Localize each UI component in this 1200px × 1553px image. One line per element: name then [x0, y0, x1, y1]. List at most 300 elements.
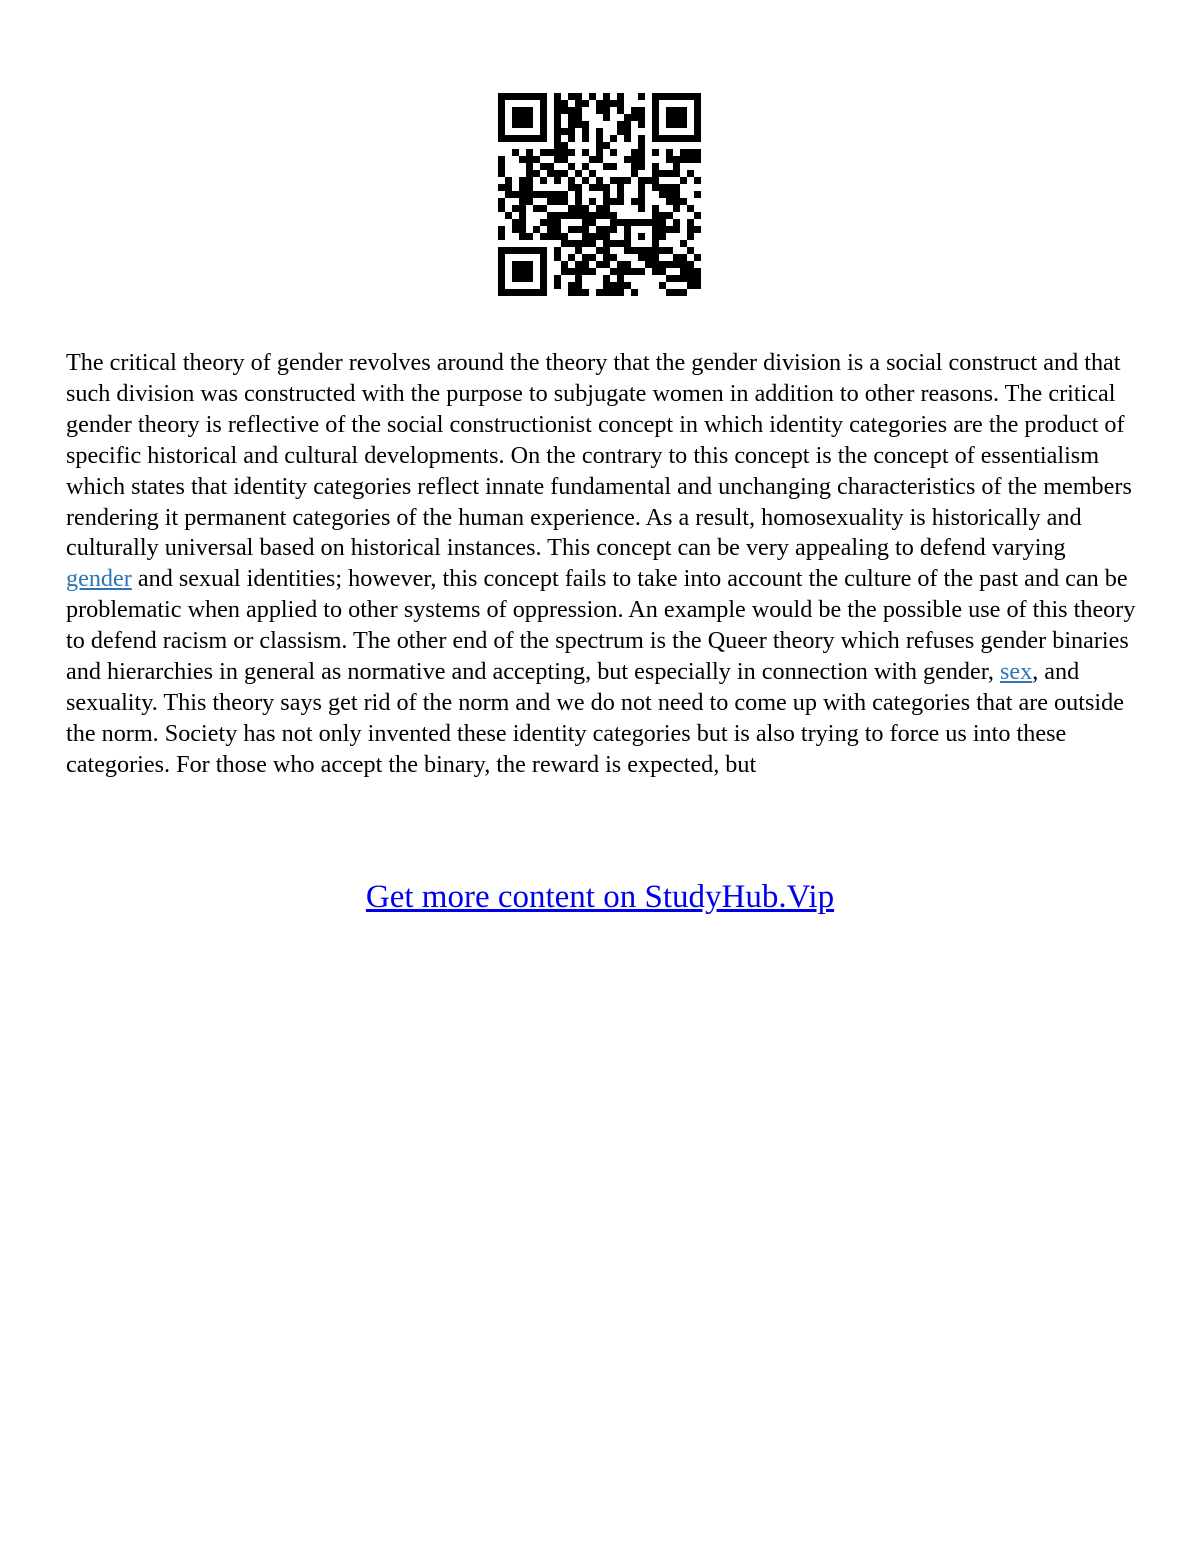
qr-module — [526, 289, 533, 296]
qr-module — [638, 135, 645, 142]
qr-module — [512, 121, 519, 128]
qr-module — [624, 247, 631, 254]
qr-module — [645, 254, 652, 261]
qr-module — [631, 114, 638, 121]
qr-module — [687, 219, 694, 226]
qr-module — [519, 212, 526, 219]
qr-module — [680, 289, 687, 296]
qr-module — [582, 100, 589, 107]
qr-module — [519, 121, 526, 128]
qr-module — [540, 107, 547, 114]
qr-module — [673, 114, 680, 121]
qr-module — [687, 156, 694, 163]
qr-module — [610, 282, 617, 289]
qr-module — [540, 254, 547, 261]
qr-module — [694, 135, 701, 142]
qr-module — [512, 205, 519, 212]
qr-module — [624, 156, 631, 163]
qr-module — [673, 219, 680, 226]
qr-module — [652, 212, 659, 219]
qr-module — [659, 247, 666, 254]
qr-module — [652, 247, 659, 254]
qr-module — [582, 128, 589, 135]
qr-module — [568, 254, 575, 261]
qr-module — [533, 170, 540, 177]
qr-module — [617, 177, 624, 184]
qr-module — [526, 107, 533, 114]
qr-module — [533, 191, 540, 198]
qr-module — [666, 226, 673, 233]
qr-module — [680, 114, 687, 121]
qr-module — [666, 289, 673, 296]
qr-module — [568, 163, 575, 170]
gender-link[interactable]: gender — [66, 565, 132, 593]
qr-module — [519, 289, 526, 296]
qr-module — [603, 107, 610, 114]
qr-module — [505, 191, 512, 198]
qr-module — [568, 93, 575, 100]
qr-module — [652, 128, 659, 135]
qr-module — [617, 198, 624, 205]
qr-module — [582, 219, 589, 226]
qr-module — [617, 289, 624, 296]
qr-module — [561, 198, 568, 205]
qr-module — [631, 156, 638, 163]
qr-module — [575, 268, 582, 275]
qr-module — [582, 205, 589, 212]
qr-module — [680, 254, 687, 261]
qr-module — [687, 135, 694, 142]
qr-module — [694, 93, 701, 100]
qr-module — [547, 191, 554, 198]
qr-module — [694, 121, 701, 128]
qr-module — [533, 135, 540, 142]
qr-module — [568, 135, 575, 142]
qr-module — [519, 261, 526, 268]
qr-module — [498, 275, 505, 282]
qr-module — [652, 254, 659, 261]
qr-module — [638, 205, 645, 212]
qr-module — [617, 184, 624, 191]
qr-module — [547, 149, 554, 156]
qr-module — [547, 163, 554, 170]
qr-module — [498, 233, 505, 240]
qr-module — [652, 149, 659, 156]
qr-module — [512, 219, 519, 226]
qr-module — [645, 261, 652, 268]
qr-module — [666, 121, 673, 128]
qr-module — [673, 107, 680, 114]
qr-module — [680, 135, 687, 142]
qr-module — [687, 149, 694, 156]
qr-module — [617, 121, 624, 128]
qr-module — [526, 149, 533, 156]
qr-module — [687, 247, 694, 254]
qr-module — [519, 247, 526, 254]
qr-module — [666, 107, 673, 114]
qr-module — [666, 170, 673, 177]
qr-module — [645, 219, 652, 226]
qr-module — [575, 121, 582, 128]
qr-module — [568, 212, 575, 219]
qr-module — [666, 275, 673, 282]
qr-module — [582, 177, 589, 184]
qr-module — [554, 191, 561, 198]
qr-module — [505, 247, 512, 254]
qr-module — [652, 261, 659, 268]
qr-module — [673, 93, 680, 100]
qr-module — [638, 142, 645, 149]
qr-module — [603, 289, 610, 296]
qr-module — [568, 289, 575, 296]
qr-module — [589, 170, 596, 177]
qr-module — [624, 261, 631, 268]
qr-module — [659, 212, 666, 219]
qr-module — [624, 128, 631, 135]
qr-module — [631, 219, 638, 226]
qr-module — [568, 149, 575, 156]
qr-module — [526, 184, 533, 191]
qr-module — [673, 289, 680, 296]
qr-module — [638, 191, 645, 198]
qr-module — [652, 114, 659, 121]
sex-link[interactable]: sex — [999, 658, 1033, 686]
qr-module — [638, 233, 645, 240]
qr-module — [624, 177, 631, 184]
qr-module — [512, 226, 519, 233]
qr-module — [603, 205, 610, 212]
qr-module — [561, 149, 568, 156]
qr-module — [589, 233, 596, 240]
qr-module — [554, 170, 561, 177]
qr-module — [526, 114, 533, 121]
qr-module — [638, 93, 645, 100]
qr-module — [596, 205, 603, 212]
qr-module — [561, 268, 568, 275]
qr-module — [582, 121, 589, 128]
qr-module — [624, 219, 631, 226]
qr-module — [554, 212, 561, 219]
qr-module — [540, 177, 547, 184]
qr-module — [561, 191, 568, 198]
qr-module — [575, 275, 582, 282]
qr-module — [624, 135, 631, 142]
qr-module — [519, 177, 526, 184]
qr-module — [582, 149, 589, 156]
qr-module — [512, 107, 519, 114]
qr-module — [694, 107, 701, 114]
qr-module — [554, 100, 561, 107]
qr-module — [694, 156, 701, 163]
qr-module — [680, 149, 687, 156]
qr-module — [561, 170, 568, 177]
qr-module — [547, 212, 554, 219]
qr-module — [659, 268, 666, 275]
qr-module — [673, 254, 680, 261]
paragraph-text: The critical theory of gender revolves around the theory that the gender division is a social construct and that such division was constructed with the purpose to subjugate women in addition to other reasons. The critical gender theory is reflective of the social constructionist concept in which identity categories are the product of specific historical and cultural developments. On the contrary to this concept is the concept of essentialism which states that identity categories reflect innate fundamental and unchanging characteristics of the members rendering it permanent categories of the human experience. As a result, homosexuality is historically and culturally universal based on historical instances. This concept can be very appealing to defend varying — [66, 349, 1132, 562]
qr-module — [624, 240, 631, 247]
qr-module — [624, 233, 631, 240]
qr-module — [512, 135, 519, 142]
qr-module — [694, 191, 701, 198]
qr-module — [575, 198, 582, 205]
qr-module — [603, 100, 610, 107]
qr-module — [568, 282, 575, 289]
qr-module — [603, 275, 610, 282]
qr-module — [652, 135, 659, 142]
qr-module — [547, 198, 554, 205]
qr-module — [645, 177, 652, 184]
qr-module — [526, 191, 533, 198]
qr-module — [547, 233, 554, 240]
qr-module — [631, 163, 638, 170]
qr-module — [610, 100, 617, 107]
qr-module — [659, 226, 666, 233]
qr-module — [617, 261, 624, 268]
qr-module — [617, 93, 624, 100]
qr-module — [694, 177, 701, 184]
qr-module — [519, 205, 526, 212]
qr-module — [519, 156, 526, 163]
qr-module — [526, 170, 533, 177]
qr-module — [554, 135, 561, 142]
qr-module — [575, 289, 582, 296]
qr-module — [519, 93, 526, 100]
qr-module — [589, 198, 596, 205]
qr-module — [540, 114, 547, 121]
qr-module — [512, 114, 519, 121]
qr-module — [568, 114, 575, 121]
qr-code-icon — [498, 93, 701, 296]
qr-module — [526, 247, 533, 254]
qr-module — [561, 240, 568, 247]
studyhub-link[interactable]: Get more content on StudyHub.Vip — [365, 879, 835, 915]
qr-module — [596, 149, 603, 156]
qr-module — [617, 128, 624, 135]
qr-module — [533, 226, 540, 233]
qr-module — [680, 121, 687, 128]
qr-module — [582, 163, 589, 170]
qr-module — [582, 268, 589, 275]
qr-module — [519, 184, 526, 191]
qr-module — [687, 205, 694, 212]
paragraph-text: , and sexuality. This theory says get rid of the norm and we do not need to come up with categories that are outside the norm. Society has not only invented these identity categories but is also trying to force us into these categories. For those who accept the binary, the reward is expected, but — [66, 658, 1124, 778]
qr-module — [498, 205, 505, 212]
qr-module — [680, 261, 687, 268]
qr-module — [680, 268, 687, 275]
qr-module — [568, 184, 575, 191]
qr-module — [624, 268, 631, 275]
qr-module — [603, 191, 610, 198]
qr-module — [540, 93, 547, 100]
qr-module — [498, 156, 505, 163]
qr-module — [589, 254, 596, 261]
qr-module — [575, 247, 582, 254]
qr-module — [498, 121, 505, 128]
qr-module — [498, 107, 505, 114]
qr-module — [666, 191, 673, 198]
qr-module — [666, 184, 673, 191]
qr-module — [568, 268, 575, 275]
qr-module — [540, 163, 547, 170]
qr-module — [680, 198, 687, 205]
qr-module — [638, 254, 645, 261]
qr-module — [659, 170, 666, 177]
qr-module — [687, 233, 694, 240]
qr-module — [694, 100, 701, 107]
qr-module — [561, 233, 568, 240]
qr-module — [589, 212, 596, 219]
qr-module — [498, 184, 505, 191]
qr-module — [554, 107, 561, 114]
paragraph-text: and sexual identities; however, this concept fails to take into account the culture of the past and can be problematic when applied to other systems of oppression. An example would be the possible use of this theory to defend racism or classism. The other end of the spectrum is the Queer theory which refuses gender binaries and hierarchies in general as normative and accepting, but especially in connection with gender, — [66, 565, 1136, 686]
qr-module — [575, 184, 582, 191]
qr-module — [540, 219, 547, 226]
qr-module — [610, 212, 617, 219]
qr-module — [498, 128, 505, 135]
qr-module — [575, 282, 582, 289]
qr-module — [680, 107, 687, 114]
qr-module — [687, 93, 694, 100]
qr-module — [666, 93, 673, 100]
qr-module — [631, 107, 638, 114]
qr-module — [498, 93, 505, 100]
qr-module — [673, 121, 680, 128]
qr-module — [561, 142, 568, 149]
qr-module — [673, 156, 680, 163]
qr-module — [533, 247, 540, 254]
qr-module — [568, 128, 575, 135]
qr-module — [589, 184, 596, 191]
qr-module — [519, 191, 526, 198]
qr-module — [575, 240, 582, 247]
qr-module — [652, 170, 659, 177]
qr-module — [519, 114, 526, 121]
qr-module — [561, 128, 568, 135]
qr-module — [617, 107, 624, 114]
qr-module — [554, 219, 561, 226]
qr-module — [505, 289, 512, 296]
qr-module — [554, 233, 561, 240]
qr-module — [498, 163, 505, 170]
qr-module — [666, 156, 673, 163]
qr-module — [694, 114, 701, 121]
qr-module — [603, 233, 610, 240]
qr-module — [554, 156, 561, 163]
qr-module — [519, 198, 526, 205]
qr-module — [631, 170, 638, 177]
qr-module — [526, 198, 533, 205]
qr-module — [582, 254, 589, 261]
qr-module — [631, 149, 638, 156]
qr-module — [624, 282, 631, 289]
qr-module — [582, 212, 589, 219]
qr-module — [624, 226, 631, 233]
qr-module — [694, 226, 701, 233]
qr-module — [652, 184, 659, 191]
qr-module — [596, 226, 603, 233]
qr-module — [638, 149, 645, 156]
qr-module — [498, 198, 505, 205]
qr-module — [638, 121, 645, 128]
qr-module — [519, 107, 526, 114]
qr-module — [519, 135, 526, 142]
qr-module — [589, 240, 596, 247]
qr-module — [498, 135, 505, 142]
qr-module — [582, 240, 589, 247]
qr-module — [666, 261, 673, 268]
qr-module — [603, 247, 610, 254]
qr-module — [554, 275, 561, 282]
qr-module — [498, 100, 505, 107]
qr-module — [617, 282, 624, 289]
qr-module — [498, 254, 505, 261]
qr-module — [638, 107, 645, 114]
qr-module — [680, 93, 687, 100]
qr-module — [694, 128, 701, 135]
qr-module — [554, 282, 561, 289]
qr-module — [638, 268, 645, 275]
qr-module — [687, 275, 694, 282]
qr-module — [575, 93, 582, 100]
qr-module — [596, 247, 603, 254]
qr-module — [624, 121, 631, 128]
qr-module — [603, 261, 610, 268]
qr-module — [694, 268, 701, 275]
qr-module — [582, 261, 589, 268]
qr-module — [659, 135, 666, 142]
qr-module — [498, 170, 505, 177]
qr-module — [603, 212, 610, 219]
qr-module — [498, 289, 505, 296]
qr-module — [568, 177, 575, 184]
qr-module — [603, 226, 610, 233]
qr-module — [673, 170, 680, 177]
qr-module — [680, 156, 687, 163]
qr-module — [673, 191, 680, 198]
qr-module — [596, 142, 603, 149]
qr-module — [512, 149, 519, 156]
qr-module — [652, 205, 659, 212]
qr-module — [554, 198, 561, 205]
qr-module — [652, 219, 659, 226]
qr-module — [617, 100, 624, 107]
qr-module — [666, 135, 673, 142]
qr-module — [554, 247, 561, 254]
qr-module — [603, 198, 610, 205]
qr-module — [568, 121, 575, 128]
qr-module — [554, 128, 561, 135]
qr-module — [652, 226, 659, 233]
qr-module — [610, 198, 617, 205]
qr-module — [687, 226, 694, 233]
qr-module — [610, 135, 617, 142]
qr-module — [554, 177, 561, 184]
qr-module — [687, 268, 694, 275]
qr-module — [638, 198, 645, 205]
qr-module — [526, 177, 533, 184]
qr-module — [603, 163, 610, 170]
qr-module — [512, 261, 519, 268]
qr-module — [540, 121, 547, 128]
qr-module — [666, 149, 673, 156]
qr-module — [533, 156, 540, 163]
qr-module — [498, 261, 505, 268]
qr-module — [540, 205, 547, 212]
qr-module — [610, 268, 617, 275]
qr-module — [610, 226, 617, 233]
qr-module — [617, 268, 624, 275]
